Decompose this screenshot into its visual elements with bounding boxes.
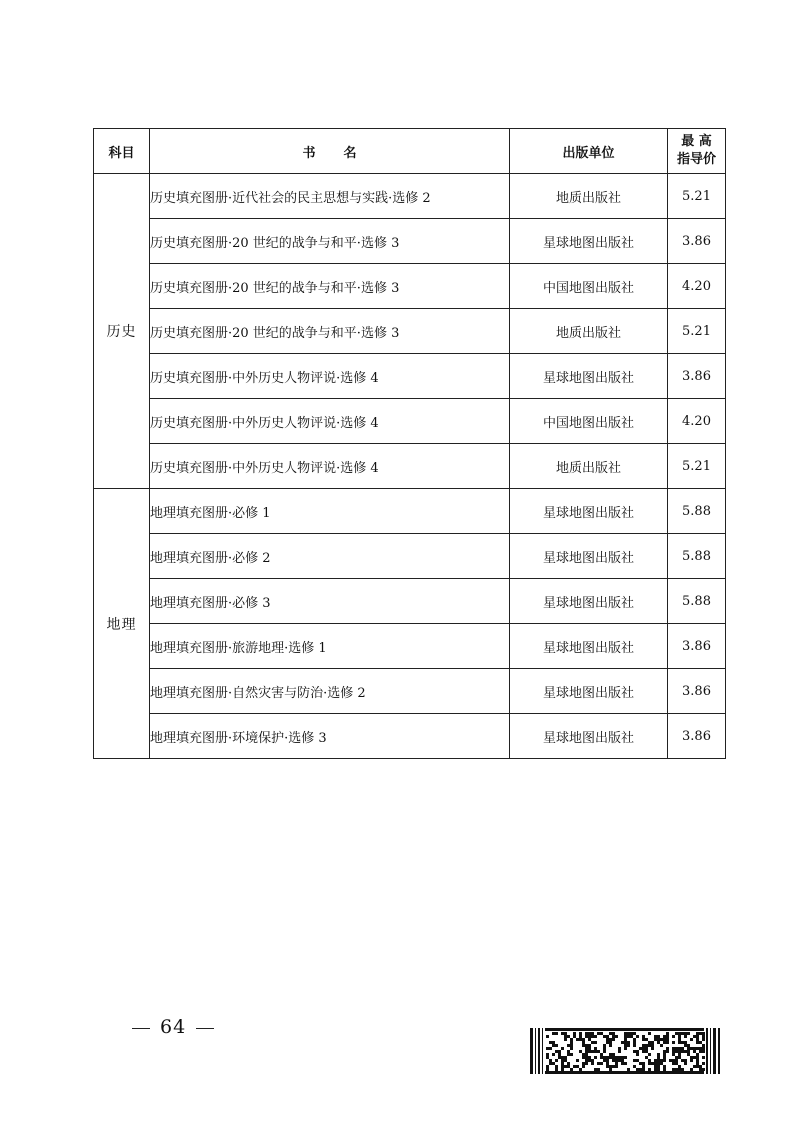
- price-cell: 5.21: [668, 444, 726, 489]
- price-cell: 4.20: [668, 399, 726, 444]
- table-row: [94, 534, 726, 579]
- publisher-cell: 星球地图出版社: [510, 669, 668, 714]
- table-row: [94, 624, 726, 669]
- price-cell: 3.86: [668, 354, 726, 399]
- table-body: [94, 174, 726, 759]
- price-cell: 3.86: [668, 714, 726, 759]
- header-publisher: 出版单位: [510, 129, 668, 174]
- header-max-price-line1: 最 高: [681, 134, 712, 149]
- price-cell: 3.86: [668, 219, 726, 264]
- book-title-cell: 地理填充图册·必修 2: [150, 534, 510, 579]
- header-max-price: [668, 129, 726, 174]
- book-title-cell: 历史填充图册·20 世纪的战争与和平·选修 3: [150, 219, 510, 264]
- publisher-cell: 星球地图出版社: [510, 534, 668, 579]
- table-row: [94, 219, 726, 264]
- book-title-cell: 历史填充图册·中外历史人物评说·选修 4: [150, 399, 510, 444]
- publisher-cell: 地质出版社: [510, 309, 668, 354]
- table-row: [94, 444, 726, 489]
- document-barcode: [530, 1028, 720, 1074]
- book-title-cell: 历史填充图册·中外历史人物评说·选修 4: [150, 354, 510, 399]
- publisher-cell: 星球地图出版社: [510, 579, 668, 624]
- price-cell: 5.88: [668, 579, 726, 624]
- page-number: [122, 1016, 224, 1038]
- header-title-text: 书名: [302, 145, 385, 161]
- book-title-cell: 地理填充图册·自然灾害与防治·选修 2: [150, 669, 510, 714]
- publisher-cell: 星球地图出版社: [510, 714, 668, 759]
- page-number-dash-right: [196, 1028, 214, 1029]
- publisher-cell: 星球地图出版社: [510, 489, 668, 534]
- book-title-cell: 地理填充图册·环境保护·选修 3: [150, 714, 510, 759]
- publisher-cell: 星球地图出版社: [510, 624, 668, 669]
- publisher-cell: 星球地图出版社: [510, 354, 668, 399]
- book-title-cell: 历史填充图册·20 世纪的战争与和平·选修 3: [150, 264, 510, 309]
- price-cell: 3.86: [668, 624, 726, 669]
- header-subject: 科目: [94, 129, 150, 174]
- page-number-dash-left: [132, 1028, 150, 1029]
- publisher-cell: 地质出版社: [510, 444, 668, 489]
- book-title-cell: 历史填充图册·20 世纪的战争与和平·选修 3: [150, 309, 510, 354]
- price-cell: 5.88: [668, 534, 726, 579]
- book-title-cell: 地理填充图册·必修 3: [150, 579, 510, 624]
- publisher-cell: 星球地图出版社: [510, 219, 668, 264]
- price-cell: 3.86: [668, 669, 726, 714]
- table-row: [94, 399, 726, 444]
- header-title: [150, 129, 510, 174]
- table-header-row: [94, 129, 726, 174]
- subject-cell: 地理: [94, 489, 150, 759]
- book-title-cell: 地理填充图册·必修 1: [150, 489, 510, 534]
- subject-cell: 历史: [94, 174, 150, 489]
- price-cell: 4.20: [668, 264, 726, 309]
- header-max-price-line2: 指导价: [676, 152, 716, 167]
- table-row: [94, 174, 726, 219]
- table-row: [94, 714, 726, 759]
- price-cell: 5.21: [668, 309, 726, 354]
- publisher-cell: 地质出版社: [510, 174, 668, 219]
- price-cell: 5.88: [668, 489, 726, 534]
- table-row: [94, 309, 726, 354]
- price-cell: 5.21: [668, 174, 726, 219]
- table-row: [94, 354, 726, 399]
- book-title-cell: 历史填充图册·近代社会的民主思想与实践·选修 2: [150, 174, 510, 219]
- page-number-text: 64: [160, 1016, 187, 1038]
- publisher-cell: 中国地图出版社: [510, 399, 668, 444]
- table-row: [94, 489, 726, 534]
- textbook-price-table: [93, 128, 726, 759]
- table-row: [94, 264, 726, 309]
- table-row: [94, 669, 726, 714]
- book-title-cell: 历史填充图册·中外历史人物评说·选修 4: [150, 444, 510, 489]
- publisher-cell: 中国地图出版社: [510, 264, 668, 309]
- table-row: [94, 579, 726, 624]
- book-title-cell: 地理填充图册·旅游地理·选修 1: [150, 624, 510, 669]
